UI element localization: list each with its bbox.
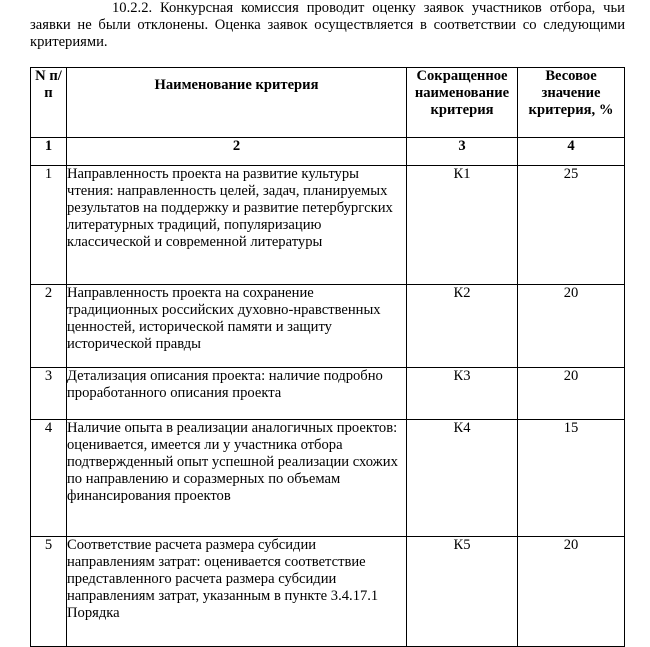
criterion-weight: 20	[518, 368, 625, 420]
criterion-weight: 20	[518, 537, 625, 647]
column-index-2: 2	[67, 138, 407, 166]
row-number: 1	[31, 166, 67, 285]
intro-paragraph: 10.2.2. Конкурсная комиссия проводит оценку заявок участников отбора, чьи заявки не были отклонены. Оценка заявок осуществляется в соответствии со следующими критериями.	[30, 0, 625, 50]
criterion-name: Направленность проекта на сохранение традиционных российских духовно-нравственных ценностей, исторической памяти и защиту исторической правды	[67, 285, 407, 368]
criterion-short-name: К2	[407, 285, 518, 368]
row-number: 3	[31, 368, 67, 420]
header-num: N п/п	[31, 68, 67, 138]
column-index-4: 4	[518, 138, 625, 166]
criterion-name: Детализация описания проекта: наличие подробно проработанного описания проекта	[67, 368, 407, 420]
criterion-short-name: К1	[407, 166, 518, 285]
criterion-short-name: К3	[407, 368, 518, 420]
table-header-row	[31, 68, 625, 138]
table-row	[31, 537, 625, 647]
criterion-weight: 15	[518, 420, 625, 537]
table-row	[31, 368, 625, 420]
column-index-1: 1	[31, 138, 67, 166]
criterion-short-name: К5	[407, 537, 518, 647]
row-number: 2	[31, 285, 67, 368]
criterion-name: Наличие опыта в реализации аналогичных проектов: оценивается, имеется ли у участника отбора подтвержденный опыт успешной реализации схожих по направлению и соразмерных по объемам финансирования проектов	[67, 420, 407, 537]
column-index-row	[31, 138, 625, 166]
criterion-weight: 25	[518, 166, 625, 285]
header-weight: Весовое значение критерия, %	[518, 68, 625, 138]
criteria-table	[30, 67, 625, 647]
table-row	[31, 285, 625, 368]
row-number: 4	[31, 420, 67, 537]
header-short: Сокращенное наименование критерия	[407, 68, 518, 138]
criterion-name: Соответствие расчета размера субсидии направлениям затрат: оценивается соответствие представленного расчета размера субсидии направлениям затрат, указанным в пункте 3.4.17.1 Порядка	[67, 537, 407, 647]
criterion-weight: 20	[518, 285, 625, 368]
criterion-short-name: К4	[407, 420, 518, 537]
criterion-name: Направленность проекта на развитие культуры чтения: направленность целей, задач, планируемых результатов на поддержку и развитие петербургских литературных традиций, популяризацию классической и современной литературы	[67, 166, 407, 285]
header-name: Наименование критерия	[67, 68, 407, 138]
row-number: 5	[31, 537, 67, 647]
column-index-3: 3	[407, 138, 518, 166]
table-row	[31, 420, 625, 537]
table-row	[31, 166, 625, 285]
